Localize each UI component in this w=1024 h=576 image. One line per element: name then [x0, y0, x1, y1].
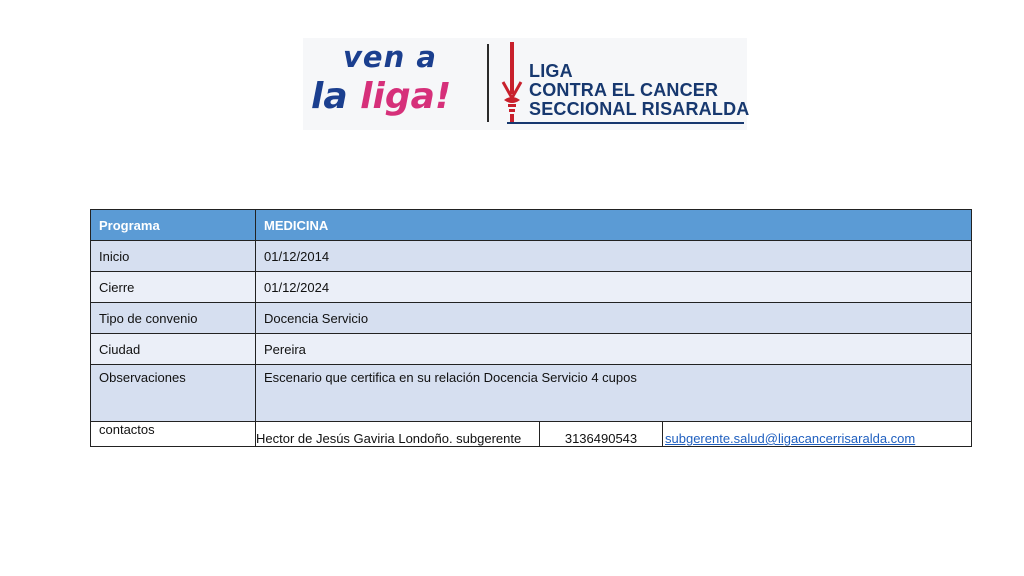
contacts-label: contactos	[91, 422, 256, 447]
contact-email-cell	[663, 422, 972, 446]
header-label: Programa	[91, 210, 256, 241]
org-line-1: LIGA	[529, 61, 573, 81]
contact-name: Hector de Jesús Gaviria Londoño. subgerente	[256, 422, 540, 446]
contact-email-link[interactable]: subgerente.salud@ligacancerrisaralda.com	[665, 431, 916, 446]
row-label: Tipo de convenio	[91, 303, 256, 334]
row-label: Observaciones	[91, 365, 256, 422]
contact-phone: 3136490543	[540, 422, 663, 446]
table-row	[91, 365, 972, 422]
slogan-la-liga	[311, 76, 451, 117]
agreement-table	[90, 209, 972, 447]
table-row	[91, 272, 972, 303]
org-line-3: SECCIONAL RISARALDA	[529, 99, 750, 119]
row-value: 01/12/2024	[256, 272, 972, 303]
row-value: Docencia Servicio	[256, 303, 972, 334]
header-value: MEDICINA	[256, 210, 972, 241]
contacts-subtable	[256, 422, 971, 446]
row-label: Inicio	[91, 241, 256, 272]
row-value: 01/12/2014	[256, 241, 972, 272]
table-row	[91, 241, 972, 272]
row-label: Ciudad	[91, 334, 256, 365]
slogan-liga: liga!	[360, 76, 452, 117]
row-value: Escenario que certifica en su relación Docencia Servicio 4 cupos	[256, 365, 972, 422]
table-row	[91, 334, 972, 365]
row-value: Pereira	[256, 334, 972, 365]
organization-name	[529, 62, 749, 119]
org-underline	[507, 122, 744, 124]
table-row	[91, 303, 972, 334]
contacts-row	[91, 422, 972, 447]
slogan-ven-a: ven a	[343, 40, 437, 74]
contacts-cell	[256, 422, 972, 447]
logo-divider	[487, 44, 489, 122]
row-label: Cierre	[91, 272, 256, 303]
slogan-la: la	[311, 76, 361, 117]
sword-emblem-icon	[501, 42, 523, 124]
table-header-row	[91, 210, 972, 241]
logo	[303, 38, 750, 130]
org-line-2: CONTRA EL CANCER	[529, 80, 719, 100]
